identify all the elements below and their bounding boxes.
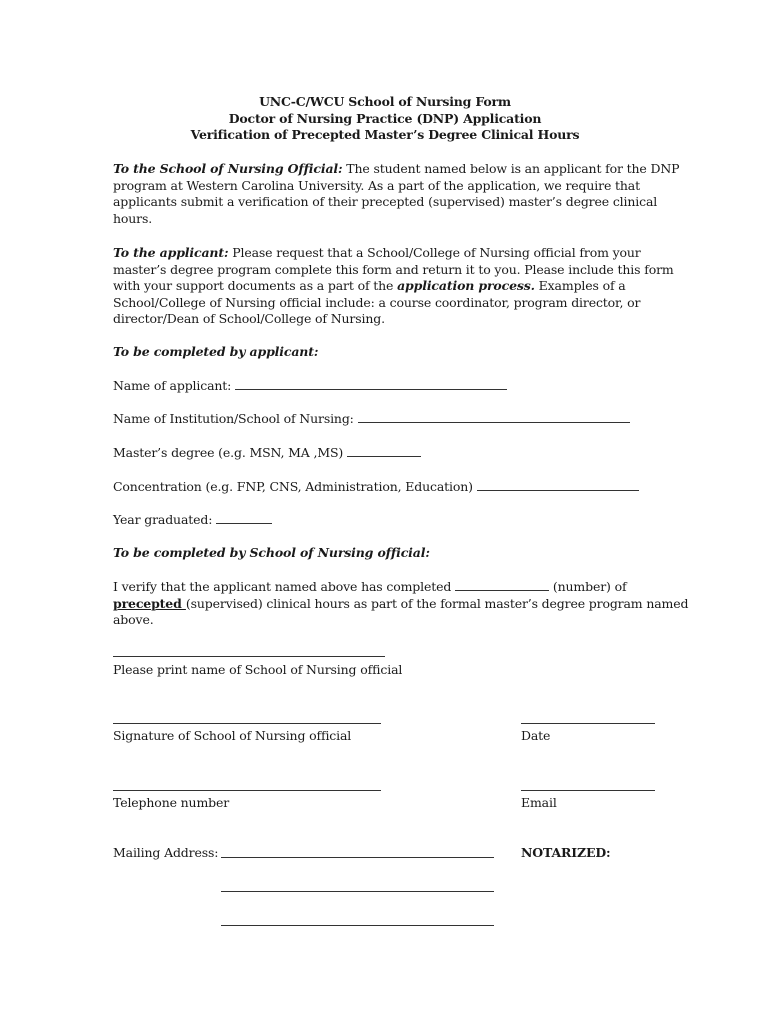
- date-label: Date: [521, 728, 551, 743]
- institution-row: [113, 411, 630, 428]
- print-name-label: Please print name of School of Nursing official: [113, 662, 403, 677]
- official-intro-line-3: applicants submit a verification of their precepted (supervised) master’s degree clinical: [113, 194, 658, 210]
- applicant-intro-line-1: Please request that a School/College of Nursing official from your: [228, 245, 641, 260]
- degree-field[interactable]: [347, 445, 421, 457]
- concentration-field[interactable]: [477, 479, 639, 491]
- concentration-label: Concentration (e.g. FNP, CNS, Administration, Education): [113, 479, 473, 494]
- official-intro-label: To the School of Nursing Official:: [113, 161, 343, 176]
- official-intro-line-1: The student named below is an applicant for the DNP: [342, 161, 680, 176]
- institution-label: Name of Institution/School of Nursing:: [113, 411, 354, 426]
- applicant-name-field[interactable]: [235, 378, 507, 390]
- applicant-intro-label: To the applicant:: [113, 245, 229, 260]
- year-row: [113, 512, 272, 529]
- official-section-title: To be completed by School of Nursing official:: [113, 545, 430, 560]
- official-intro-line-2: program at Western Carolina University. As a part of the application, we require that: [113, 177, 640, 193]
- applicant-intro-line-3-pre: with your support documents as a part of the: [113, 278, 398, 294]
- telephone-field[interactable]: [113, 790, 381, 791]
- verify-text-post: (number) of: [552, 579, 627, 594]
- mailing-address-label: Mailing Address:: [113, 845, 219, 860]
- mailing-address-line-3[interactable]: [221, 925, 494, 926]
- signature-field[interactable]: [113, 723, 381, 724]
- application-process-emphasis: application process.: [397, 278, 535, 294]
- email-label: Email: [521, 795, 557, 810]
- official-intro-paragraph: [113, 161, 680, 227]
- verify-line-3: above.: [113, 612, 154, 628]
- mailing-address-line-2[interactable]: [221, 891, 494, 892]
- applicant-intro-line-2: master’s degree program complete this form and return it to you. Please include this form: [113, 261, 674, 277]
- email-field[interactable]: [521, 790, 655, 791]
- form-header: [113, 94, 657, 144]
- telephone-label: Telephone number: [113, 795, 230, 810]
- official-intro-line-4: hours.: [113, 210, 153, 226]
- degree-label: Master’s degree (e.g. MSN, MA ,MS): [113, 445, 344, 460]
- signature-label: Signature of School of Nursing official: [113, 728, 352, 743]
- hours-number-field[interactable]: [455, 579, 549, 591]
- applicant-intro-line-4: School/College of Nursing official include: a course coordinator, program director, or: [113, 294, 641, 310]
- applicant-section-title: To be completed by applicant:: [113, 344, 319, 359]
- header-subtitle: Doctor of Nursing Practice (DNP) Application: [228, 110, 542, 126]
- verification-paragraph: [113, 579, 689, 629]
- concentration-row: [113, 479, 639, 496]
- verify-line-2: (supervised) clinical hours as part of the formal master’s degree program named: [185, 595, 689, 611]
- print-name-field[interactable]: [113, 656, 385, 657]
- institution-field[interactable]: [358, 411, 630, 423]
- precepted-emphasis: precepted: [113, 595, 186, 611]
- verify-text-pre: I verify that the applicant named above has completed: [113, 579, 452, 594]
- header-form-name: Verification of Precepted Master’s Degree Clinical Hours: [190, 127, 580, 143]
- degree-row: [113, 445, 421, 462]
- applicant-intro-line-3-post: Examples of a: [534, 278, 626, 294]
- date-field[interactable]: [521, 723, 655, 724]
- mailing-address-line-1[interactable]: [221, 857, 494, 858]
- notarized-label: NOTARIZED:: [521, 845, 611, 860]
- applicant-name-row: [113, 378, 507, 395]
- applicant-intro-paragraph: [113, 245, 674, 328]
- year-field[interactable]: [216, 512, 272, 524]
- year-label: Year graduated:: [113, 512, 213, 527]
- applicant-name-label: Name of applicant:: [113, 378, 232, 393]
- applicant-intro-line-5: director/Dean of School/College of Nursing.: [113, 311, 385, 327]
- header-title: UNC-C/WCU School of Nursing Form: [259, 94, 511, 109]
